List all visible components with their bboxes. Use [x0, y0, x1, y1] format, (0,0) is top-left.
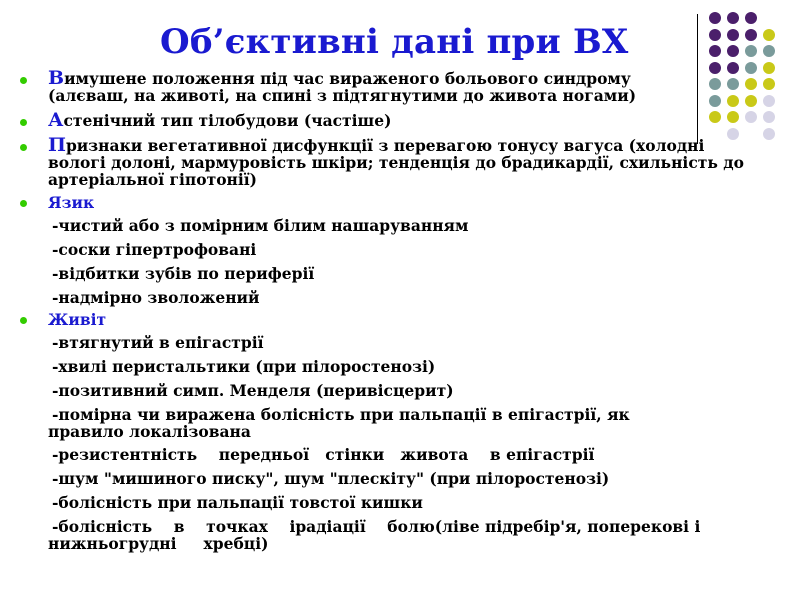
decorative-dot — [745, 29, 757, 41]
abdomen-item: -помірна чи виражена болісність при пальпації в епігастрії, як правило локалізована — [48, 405, 630, 441]
slide-title: Об’єктивні дані при ВХ — [160, 22, 629, 62]
abdomen-label: Живіт — [48, 310, 107, 329]
decorative-dot — [745, 45, 757, 57]
abdomen-item: -болісність при пальпації товстої кишки — [52, 493, 423, 512]
bullet-posture — [18, 67, 778, 105]
tongue-item: -надмірно зволожений — [52, 288, 260, 307]
abdomen-item: -резистентність передньої стінки живота в епігастрії — [52, 445, 595, 464]
decorative-dot — [727, 45, 739, 57]
bullet-vegetative — [18, 134, 778, 189]
bullet-dot — [20, 200, 27, 207]
vegetative-text: ризнаки вегетативної дисфункції з перевагою тонусу вагуса (холодні вологі долоні, мармуровість шкіри; тенденція до брадикардії, схильність до артеріальної гіпотонії) — [48, 136, 744, 189]
tongue-item: -чистий або з помірним білим нашаруванням — [52, 216, 469, 235]
bullet-tongue — [18, 194, 778, 211]
vegetative-initial: П — [48, 134, 66, 156]
decorative-dot — [709, 29, 721, 41]
decorative-dot — [763, 29, 775, 41]
body-type-text: стенічний тип тілобудови (частіше) — [63, 111, 392, 130]
posture-text: имушене положення під час вираженого больового синдрому (алєваш, на животі, на спині з підтягнутими до живота ногами) — [48, 69, 637, 105]
tongue-item: -відбитки зубів по периферії — [52, 264, 315, 283]
bullet-body-type — [18, 109, 778, 131]
bullet-dot — [20, 119, 27, 126]
bullet-abdomen — [18, 311, 778, 328]
abdomen-item: -хвилі перистальтики (при пілоростенозі) — [52, 357, 436, 376]
posture-initial: В — [48, 67, 65, 89]
decorative-dot — [763, 45, 775, 57]
abdomen-item: -втягнутий в епігастрії — [52, 333, 264, 352]
abdomen-sublist — [18, 334, 778, 552]
decorative-dot — [709, 12, 721, 24]
tongue-item: -соски гіпертрофовані — [52, 240, 257, 259]
decorative-dot — [709, 45, 721, 57]
abdomen-item: -позитивний симп. Менделя (перивісцерит) — [52, 381, 454, 400]
decorative-dot — [727, 29, 739, 41]
abdomen-item: -болісність в точках ірадіації болю(ліве підребір'я, поперекові і нижньогрудні хребці) — [48, 517, 706, 553]
tongue-sublist — [18, 217, 778, 309]
bullet-dot — [20, 77, 27, 84]
tongue-label: Язик — [48, 193, 95, 212]
decorative-dot — [745, 12, 757, 24]
abdomen-item: -шум "мишиного писку", шум "плескіту" (при пілоростенозі) — [52, 469, 610, 488]
slide-content — [18, 67, 778, 553]
bullet-dot — [20, 317, 27, 324]
bullet-dot — [20, 144, 27, 151]
body-type-initial: А — [48, 109, 64, 131]
decorative-dot — [727, 12, 739, 24]
